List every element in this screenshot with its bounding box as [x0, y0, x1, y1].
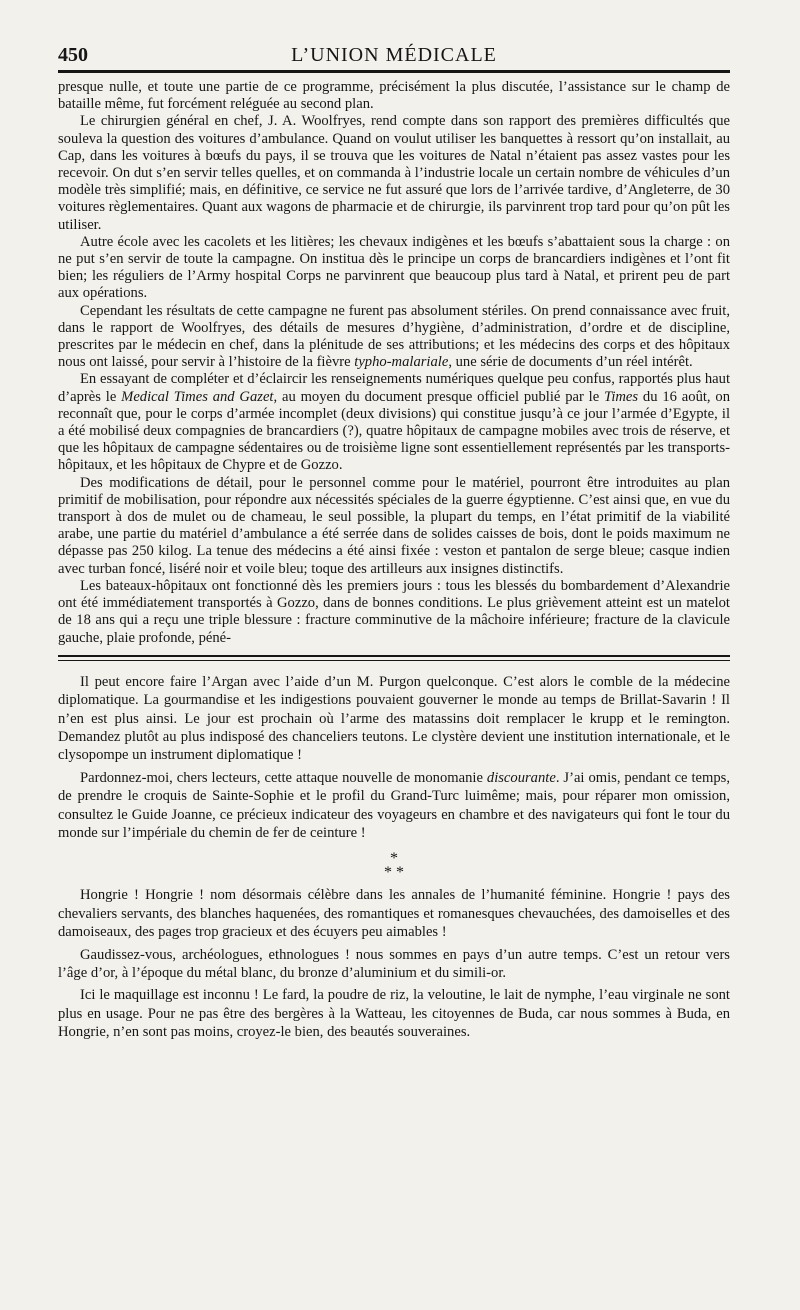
italic-text: discourante [486, 769, 556, 786]
paragraph [58, 234, 730, 303]
feuilleton [58, 673, 730, 1042]
paragraph [58, 79, 730, 113]
text-run: Ici le maquillage est inconnu ! Le fard, la poudre de riz, la veloutine, le lait de nymphe, l’eau virginale ne sont plus en usage. Pour ne pas être des bergères à la Watteau, les citoyennes de Buda, car nous sommes à Buda, en Hongrie, n’en sont pas moins, croyez-le bien, des beautés souveraines. [58, 987, 730, 1041]
asterism-top: * [390, 850, 398, 868]
text-run: Le chirurgien général en chef, J. A. Woolfryes, rend compte dans son rapport des premières difficultés que souleva la question des voitures d’ambulance. Quand on voulut utiliser les banquettes à ressort qu’on installait, au Cap, dans les voitures à bœufs du pays, il se trouva que les voitures de Natal n’étaient pas assez vastes pour les recevoir. On dut s’en servir telles quelles, et on commanda à l’industrie locale un certain nombre de véhicules d’un modèle très simplifié; mais, en définitive, ce service ne fut assuré que lors de l’arrivée tardive, d’Angleterre, de 30 voitures règlementaires. Quant aux wagons de pharmacie et de chirurgie, ils parvinrent trop tard pour qu’on pût les utiliser. [58, 113, 730, 233]
asterism-bottom: * * [384, 864, 404, 882]
italic-text: Medical Times and Gazet [121, 388, 274, 405]
feuilleton-part-two [58, 886, 730, 1041]
feuilleton-separator [58, 655, 730, 661]
text-run: Autre école avec les cacolets et les litières; les chevaux indigènes et les bœufs s’abattaient sous la charge : on ne put s’en servir de toute la campagne. On institua dès le principe un corps de brancardiers indigènes et l’ont fit bien; les réguliers de l’Army hospital Corps ne parvinrent que beaucoup plus tard à Natal, et prirent peu de part aux opérations. [58, 233, 730, 302]
text-run: , une série de documents d’un réel intérêt. [448, 354, 693, 371]
paragraph [58, 886, 730, 941]
paragraph [58, 946, 730, 983]
text-run: Il peut encore faire l’Argan avec l’aide d’un M. Purgon quelconque. C’est alors le comble de la médecine diplomatique. La gourmandise et les indigestions pouvaient gouverner le monde au temps de Brillat-Savarin ! Il n’en est plus ainsi. Le jour est prochain où l’arme des matassins doit remplacer le krupp et le remington. Demandez plutôt au plus indisposé des chanceliers teutons. Le clystère devient une institution internationale, et le clysopompe un instrument diplomatique ! [58, 673, 730, 764]
running-title: L’UNION MÉDICALE [291, 44, 497, 66]
feuilleton-part-one [58, 673, 730, 843]
paragraph [58, 578, 730, 647]
article-body [58, 79, 730, 647]
paragraph [58, 986, 730, 1041]
text-run: En essayant de compléter et d’éclaircir les renseignements numériques quelque peu confus, rapportés plus haut d’après le [58, 371, 730, 405]
header-rule [58, 70, 730, 73]
paragraph [58, 673, 730, 765]
paragraph [58, 113, 730, 233]
text-run: , au moyen du document presque officiel publié par le [273, 388, 605, 405]
italic-text: Times [604, 388, 639, 405]
text-run: Hongrie ! Hongrie ! nom désormais célèbre dans les annales de l’humanité féminine. Hongrie ! pays des chevaliers servants, des blanches haquenées, des romantiques et romanesques chevauchées, des damoiselles et des damoiseaux, des pages trop gracieux et des écuyers peu aimables ! [58, 887, 730, 941]
asterism [58, 852, 730, 880]
text-run: Cependant les résultats de cette campagne ne furent pas absolument stériles. On prend connaissance avec fruit, dans le rapport de Woolfryes, des détails de mesures d’hygiène, d’administration, d’ordre et de discipline, prescrites par le médecin en chef, dans la plénitude de ses attributions; et les médecins des corps et des hôpitaux nous ont laissé, pour servir à l’histoire de la fièvre [58, 302, 730, 371]
page-number: 450 [58, 44, 88, 66]
italic-text: typho-malariale [354, 354, 449, 371]
paragraph [58, 303, 730, 372]
text-run: du 16 août, on reconnaît que, pour le corps d’armée incomplet (deux divisions) qui constitue jusqu’à ce jour l’armée d’Egypte, il a été mobilisé deux compagnies de brancardiers (?), quatre hôpitaux de campagne mobiles avec trois de réserve, et que les hôpitaux de campagne sédentaires ou de troisième ligne sont essentiellement représentés par les transports-hôpitaux, et les hôpitaux de Chypre et de Gozzo. [58, 388, 730, 474]
paragraph [58, 769, 730, 843]
paragraph [58, 371, 730, 474]
text-run: Des modifications de détail, pour le personnel comme pour le matériel, pourront être introduites au plan primitif de mobilisation, pour répondre aux nécessités spéciales de la guerre égyptienne. C’est ainsi que, en vue du transport à dos de mulet ou de chameau, le seul possible, la plupart du temps, en l’état primitif de la viabilité arabe, une partie du matériel d’ambulance a été serrée dans de solides caisses de bois, dont le poids maximum ne dépasse pas 250 kilog. La tenue des médecins a été ainsi fixée : veston et pantalon de serge bleue; casque indien avec turban foncé, liséré noir et voile bleu; toque des artilleurs aux insignes distinctifs. [58, 474, 730, 577]
text-run: . J’ai omis, pendant ce temps, de prendre le croquis de Sainte-Sophie et le profil du Grand-Turc luimême; mais, pour réparer mon omission, consultez le Guide Joanne, ce précieux indicateur des voyageurs en chambre et des navigateurs qui font le tour du monde sur l’impériale du chemin de fer de ceinture ! [58, 769, 731, 841]
text-run: Gaudissez-vous, archéologues, ethnologues ! nous sommes en pays d’un autre temps. C’est un retour vers l’âge d’or, à l’époque du métal blanc, du bronze d’aluminium et du simili-or. [58, 946, 730, 981]
text-run: Pardonnez-moi, chers lecteurs, cette attaque nouvelle de monomanie [80, 769, 487, 786]
page-header [58, 0, 730, 70]
text-run: presque nulle, et toute une partie de ce programme, précisément la plus discutée, l’assistance sur le champ de bataille même, fut forcément reléguée au second plan. [58, 79, 730, 113]
paragraph [58, 475, 730, 578]
text-run: Les bateaux-hôpitaux ont fonctionné dès les premiers jours : tous les blessés du bombardement d’Alexandrie ont été immédiatement transportés à Gozzo, dans de bonnes conditions. Le plus grièvement atteint est un matelot de 18 ans qui a reçu une triple blessure : fracture comminutive de la mâchoire inférieure; fracture de la clavicule gauche, plaie profonde, péné- [58, 577, 730, 646]
